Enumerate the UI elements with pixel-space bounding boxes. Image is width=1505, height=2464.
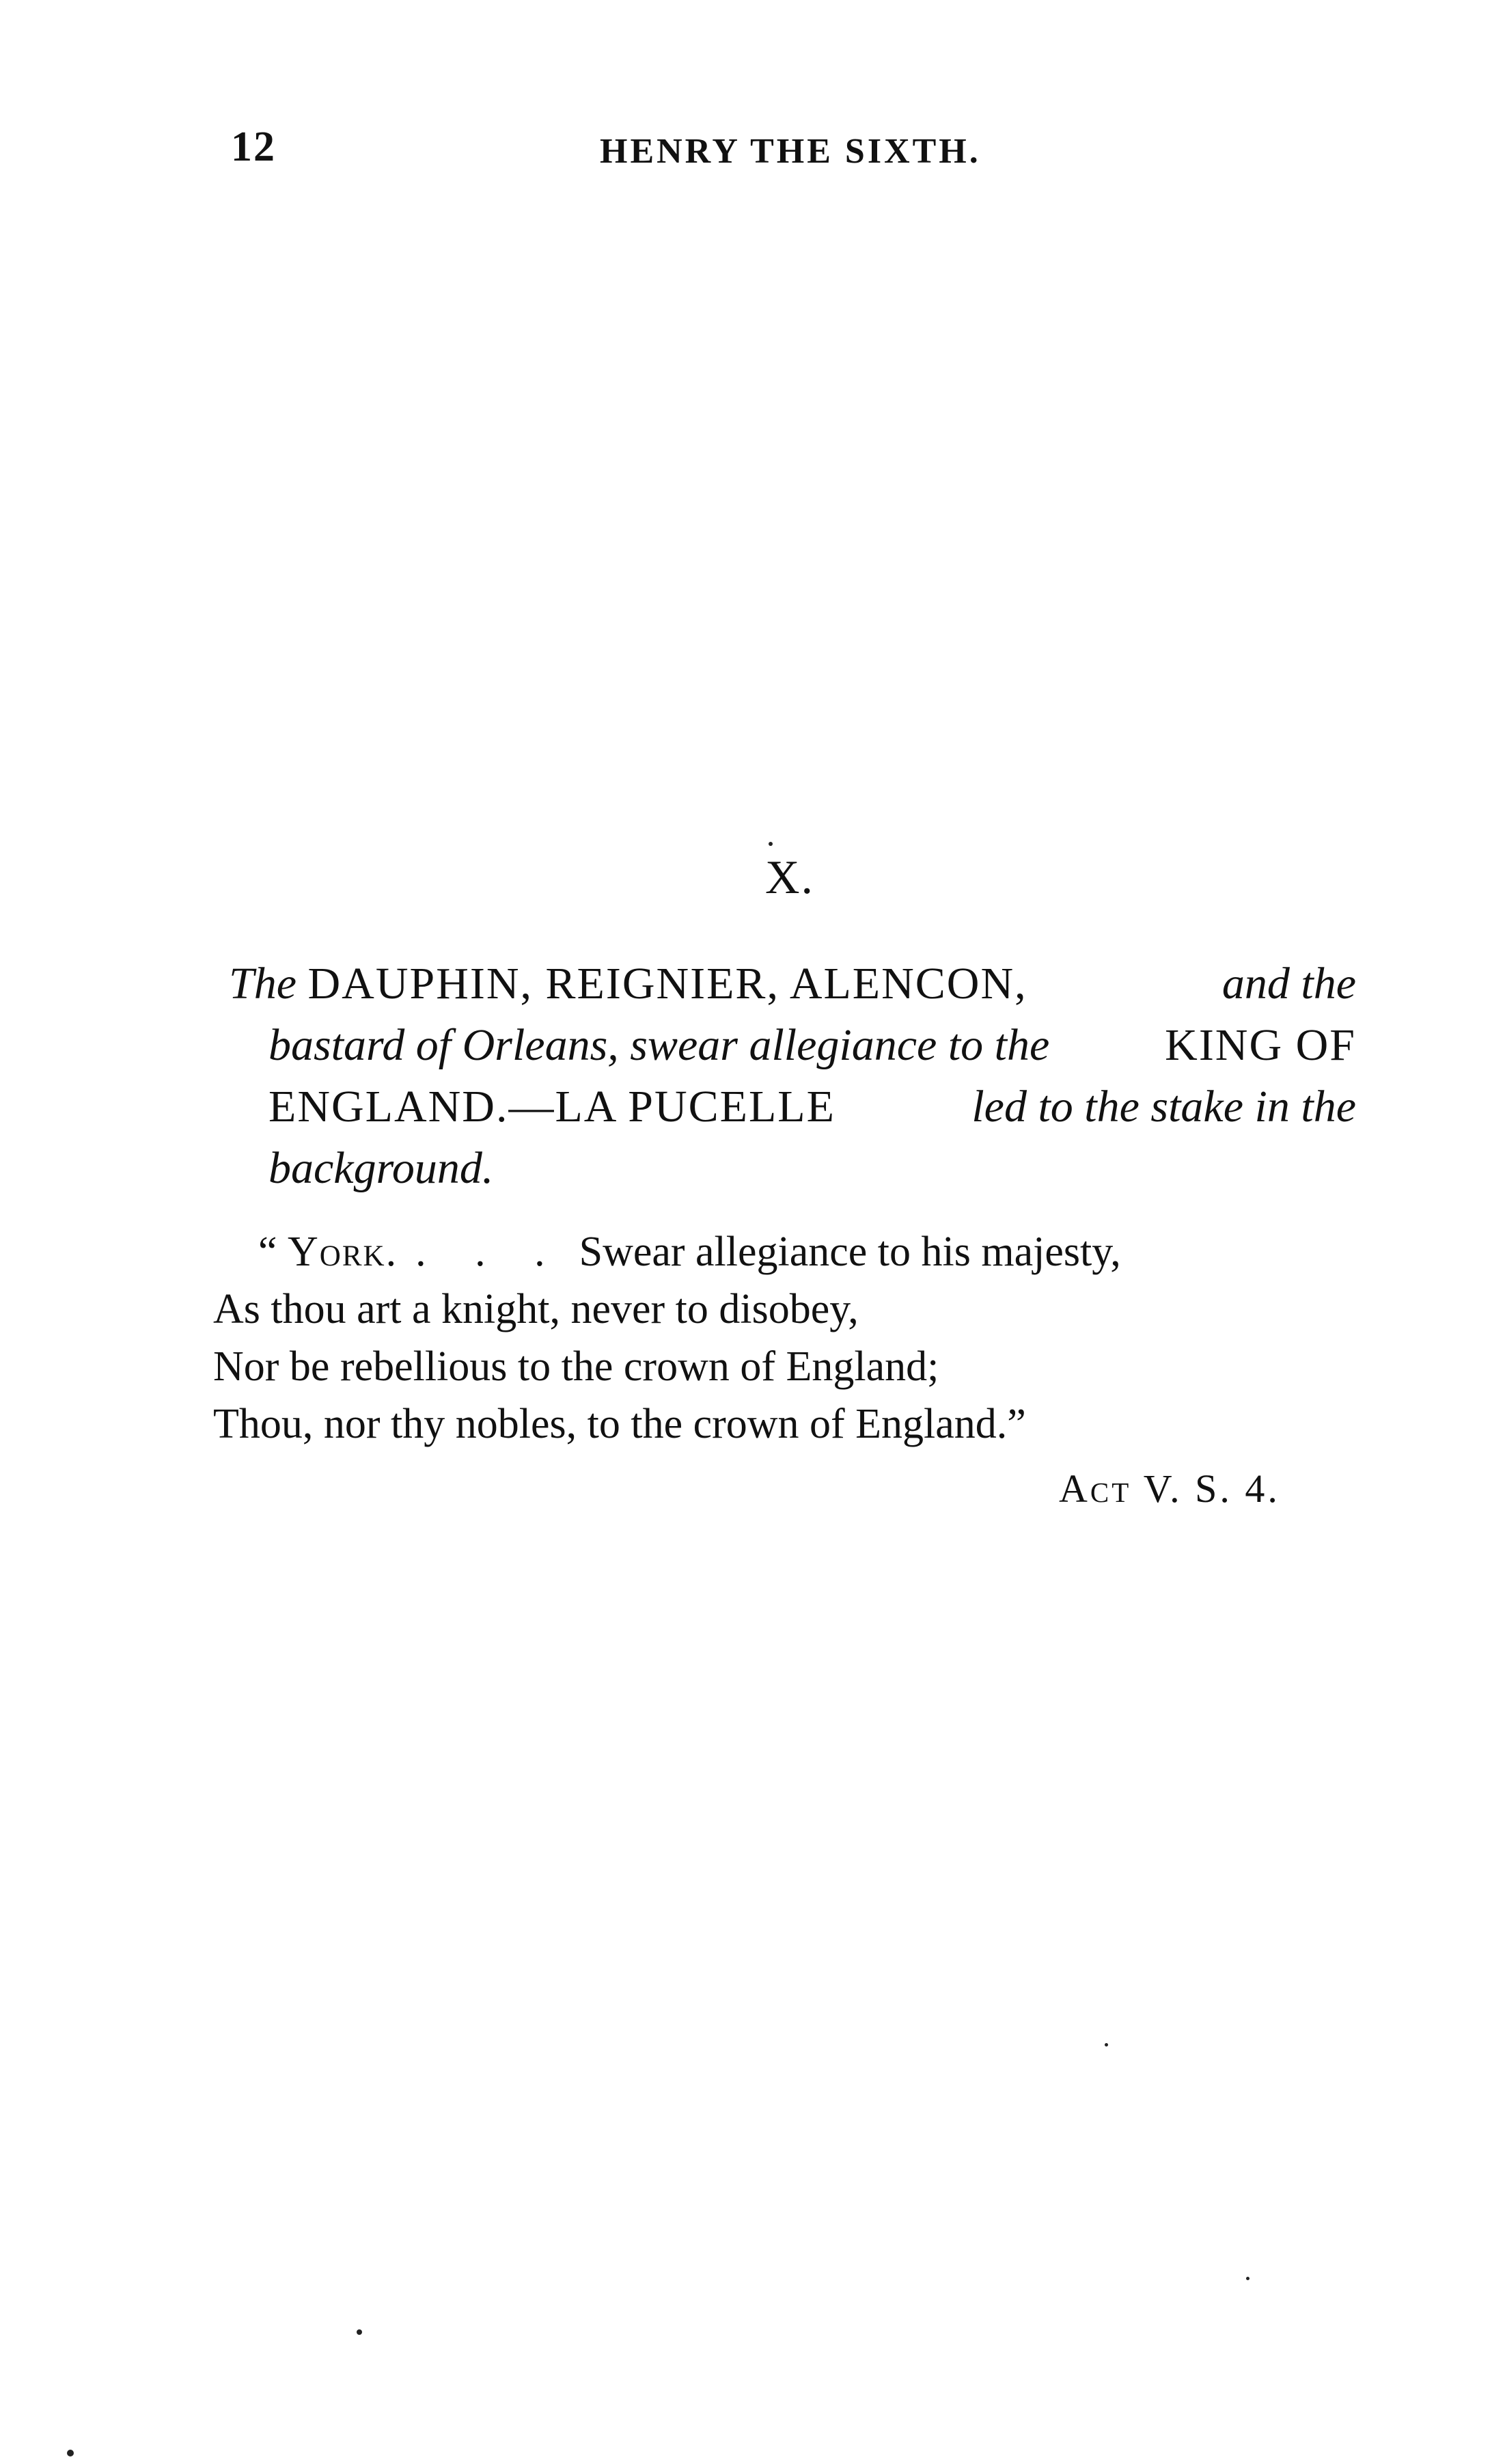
print-speck	[67, 2450, 74, 2456]
caption-line-2	[229, 1015, 1356, 1076]
caption-line-1-lead	[229, 953, 1027, 1015]
open-quote-mark: “	[258, 1229, 277, 1275]
caption-line-3	[229, 1076, 1356, 1138]
verse-quotation	[213, 1223, 1361, 1453]
plate-number: X.	[765, 851, 815, 904]
caption-line-1	[229, 953, 1356, 1015]
running-head	[0, 123, 1505, 178]
verse-line-2: As thou art a knight, never to disobey,	[213, 1286, 859, 1332]
caption-line-2-italic: bastard of Orleans, swear allegiance to the	[268, 1020, 1050, 1070]
verse-line-3: Nor be rebellious to the crown of England;	[213, 1343, 939, 1390]
page-number: 12	[231, 124, 276, 170]
caption-names: DAUPHIN, REIGNIER, ALENCON,	[307, 959, 1027, 1009]
caption-england: ENGLAND.—LA PUCELLE	[268, 1082, 836, 1132]
print-speck	[1105, 2043, 1108, 2047]
verse-line-1	[213, 1223, 1361, 1281]
print-speck	[1246, 2277, 1249, 2280]
speaker-name: York.	[288, 1229, 398, 1275]
print-speck	[769, 842, 773, 846]
caption-line-4	[229, 1138, 1356, 1199]
caption-background: background.	[268, 1143, 494, 1193]
verse-line-4: Thou, nor thy nobles, to the crown of England.”	[213, 1401, 1026, 1447]
caption-king: KING OF	[1165, 1020, 1356, 1070]
caption-and-the: and the	[1221, 959, 1356, 1009]
caption-the: The	[229, 959, 296, 1009]
running-title: HENRY THE SIXTH.	[600, 132, 981, 171]
speaker-dots: . . .	[415, 1229, 564, 1275]
act-scene-reference: Act V. S. 4.	[1059, 1466, 1280, 1511]
print-speck	[357, 2329, 362, 2335]
verse-line-1-text: Swear allegiance to his majesty,	[579, 1229, 1121, 1275]
caption-line-3-italic: led to the stake in the	[971, 1082, 1356, 1132]
plate-caption	[229, 953, 1356, 1199]
